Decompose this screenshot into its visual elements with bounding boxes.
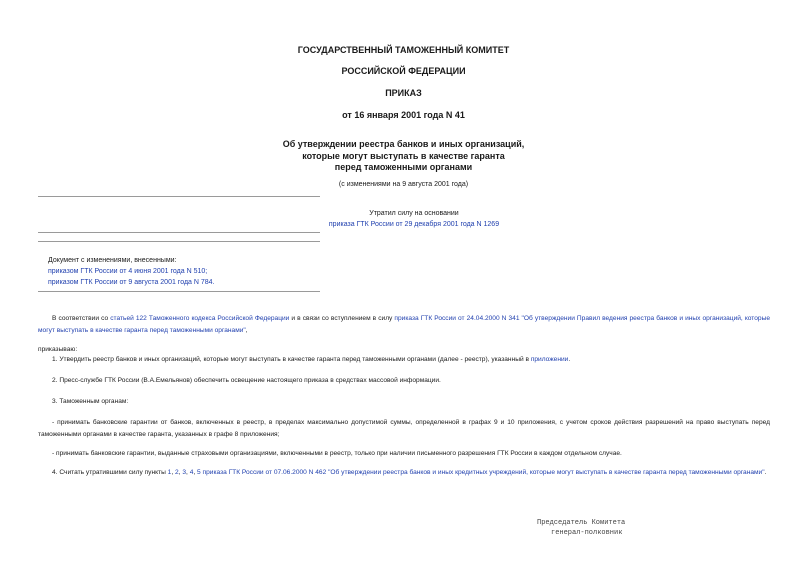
- void-notice-text: Утратил силу на основании: [369, 210, 459, 217]
- article-122-link[interactable]: статьей 122 Таможенного кодекса Российской Федерации: [110, 315, 290, 322]
- clause-1-link[interactable]: 1: [167, 469, 172, 476]
- changes-link-2[interactable]: приказом ГТК России от 9 августа 2001 года N 784.: [48, 279, 215, 286]
- header-line-2: РОССИЙСКОЙ ФЕДЕРАЦИИ: [341, 66, 466, 76]
- void-notice-link[interactable]: приказа ГТК России от 29 декабря 2001 года N 1269: [328, 221, 500, 228]
- preamble-paragraph: В соответствии со статьей 122 Таможенного кодекса Российской Федерации и в связи со вступлением в силу приказа ГТК России от 24.04.2000 N 341 "Об утверждении Правил ведения реестра банков и иных организаций, которые могут выступать в качестве гаранта перед таможенными органами",: [38, 315, 770, 334]
- divider: [38, 241, 320, 242]
- order-date: от 16 января 2001 года N 41: [342, 110, 465, 120]
- divider: [38, 196, 320, 197]
- header-line-1: ГОСУДАРСТВЕННЫЙ ТАМОЖЕННЫЙ КОМИТЕТ: [297, 45, 510, 55]
- title-line-2: которые могут выступать в качестве гаранта: [302, 150, 505, 161]
- item-3: 3. Таможенным органам:: [52, 398, 129, 405]
- item-1: 1. Утвердить реестр банков и иных организаций, которые могут выступать в качестве гаранта перед таможенными органами (далее - реестр), указанный в приложении.: [52, 356, 571, 363]
- changes-heading: Документ с изменениями, внесенными:: [48, 257, 177, 264]
- order-341-link[interactable]: приказа ГТК России от 24.04.2000 N 341 "Об утверждении Правил ведения реестра банков и иных организаций, которые могут выступать в качестве гаранта перед таможенными органами": [38, 315, 770, 334]
- appendix-link[interactable]: приложении: [530, 356, 569, 363]
- item-3-sub-2: - принимать банковские гарантии, выданные страховыми организациями, включенными в реестр, только при наличии письменного разрешения ГТК России в каждом отдельном случае.: [52, 450, 622, 457]
- document-title: [0, 139, 807, 174]
- clause-2-link[interactable]: 2: [175, 469, 179, 476]
- signature-line-1: Председатель Комитета: [537, 519, 626, 527]
- changes-block: [48, 255, 215, 288]
- signature-block: [537, 518, 625, 538]
- order-462-link[interactable]: приказа ГТК России от 07.06.2000 N 462 "Об утверждении реестра банков и иных кредитных учреждений, которые могут выступать в качестве гаранта перед таможенными органами": [202, 469, 765, 476]
- divider: [38, 232, 320, 233]
- title-line-1: Об утверждении реестра банков и иных организаций,: [282, 139, 525, 149]
- signature-line-2: генерал-полковник: [551, 529, 623, 537]
- title-line-3: перед таможенными органами: [334, 162, 473, 172]
- header-line-3: ПРИКАЗ: [385, 88, 422, 98]
- order-word: приказываю:: [38, 346, 78, 353]
- changes-link-1[interactable]: приказом ГТК России от 4 июня 2001 года N 510;: [48, 268, 208, 275]
- item-3-sub-1: - принимать банковские гарантии от банков, включенных в реестр, в пределах максимально допустимой суммы, определенной в графах 9 и 10 приложения, с учетом сроков действия разрешений на право выступать перед таможенными органами в качестве гаранта, указанных в графе 8 приложения;: [38, 419, 770, 438]
- clause-3-link[interactable]: 3: [182, 469, 187, 476]
- amendment-note: (с изменениями на 9 августа 2001 года): [338, 181, 469, 188]
- clause-4-link[interactable]: 4: [189, 469, 194, 476]
- item-2: 2. Пресс-службе ГТК России (В.А.Емельянов) обеспечить освещение настоящего приказа в средствах массовой информации.: [52, 377, 441, 384]
- void-notice: [310, 208, 518, 230]
- divider: [38, 291, 320, 292]
- clause-5-link[interactable]: 5: [197, 469, 201, 476]
- item-4: 4. Считать утратившими силу пункты 1, 2, 3, 4, 5 приказа ГТК России от 07.06.2000 N 462 "Об утверждении реестра банков и иных кредитных учреждений, которые могут выступать в качестве гаранта перед таможенными органами".: [52, 469, 767, 476]
